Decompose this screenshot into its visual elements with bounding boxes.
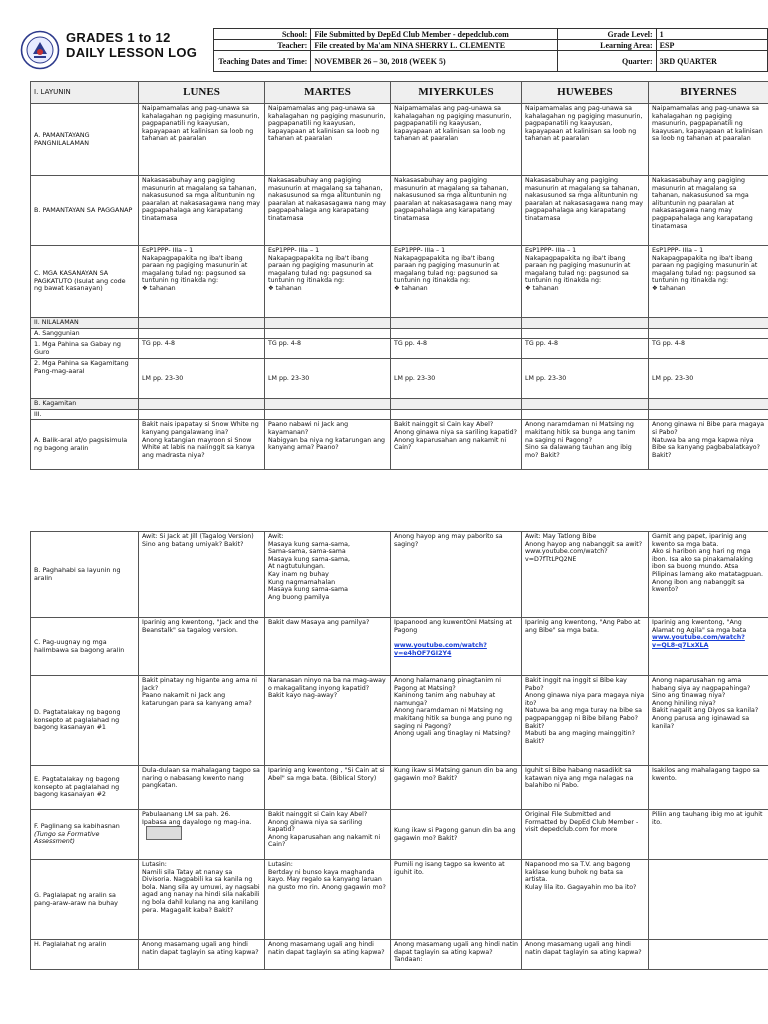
- row-label-assessment: (Tungo sa Formative Assessment): [34, 829, 100, 846]
- layunin-header: I. LAYUNIN: [31, 82, 139, 104]
- cell-huwebes: Bakit inggit na inggit si Bibe kay Pabo? Anong ginawa niya para magaya niya ito? Natuwa ba ang mga turay na bibe sa pagpapanggap ni Bibe bilang Pabo? Bakit? Mabuti ba ang maging mainggitin? Bakit?: [522, 676, 649, 766]
- table-row: [31, 676, 768, 766]
- table-row: [31, 246, 768, 318]
- cell-biyernes: [649, 618, 768, 676]
- cell-miyerkules: Kung ikaw si Matsing ganun din ba ang gagawin mo? Bakit?: [391, 766, 522, 810]
- gabay-value: TG pp. 4-8: [391, 339, 522, 359]
- cell-huwebes: Naipamamalas ang pag-unawa sa kahalagahan ng pagiging masunurin, pagpapanatili ng kaayusan, kapayapaan at kalinisan sa loob ng tahanan at paaralan: [522, 104, 649, 176]
- cell-miyerkules: Anong masamang ugali ang hindi natin dapat taglayin sa ating kapwa? Tandaan:: [391, 940, 522, 970]
- day-header-biyernes: BIYERNES: [649, 82, 768, 104]
- cell-martes: Awit: Masaya kung sama-sama, Sama-sama, sama-sama Masaya kung sama-sama, At nagtutulungan. Kay inam ng buhay Kung nagmamahalan Masaya kung sama-sama Ang buong pamilya: [265, 532, 391, 618]
- lesson-table-part1: [30, 81, 768, 470]
- gabay-value: TG pp. 4-8: [265, 339, 391, 359]
- cell-biyernes: Isakilos ang mahalagang tagpo sa kwento.: [649, 766, 768, 810]
- cell-lunes: [139, 810, 265, 860]
- row-label: G. Paglalapat ng aralin sa pang-araw-araw na buhay: [31, 860, 139, 940]
- learning-area-value: ESP: [656, 40, 767, 51]
- cell-huwebes: Napanood mo sa T.V. ang bagong kaklase kung buhok ng bata sa artista. Kulay lila ito. Gagayahin mo ba ito?: [522, 860, 649, 940]
- lm-value: LM pp. 23-30: [522, 359, 649, 399]
- cell-lunes: EsP1PPP- IIIa – 1 Nakapagpapakita ng iba't ibang paraan ng pagiging masunurin at magalang tulad ng: pagsunod sa tuntunin ng itinakda ng: ❖ tahanan: [139, 246, 265, 318]
- row-label: H. Paglalahat ng aralin: [31, 940, 139, 970]
- cell-text: Ipapanood ang kuwentOni Matsing at Pagong: [394, 619, 512, 634]
- day-header-lunes: LUNES: [139, 82, 265, 104]
- header-info-table: [213, 28, 768, 72]
- sanggunian-label: A. Sanggunian: [31, 328, 139, 339]
- lm-value: LM pp. 23-30: [265, 359, 391, 399]
- cell-martes: Lutasin: Bertday ni bunso kaya maghanda kayo. May regalo sa kanyang laruan na gusto mo rin. Anong gagawin mo?: [265, 860, 391, 940]
- school-label: School:: [214, 29, 311, 40]
- cell-martes: Naipamamalas ang pag-unawa sa kahalagahan ng pagiging masunurin, pagpapanatili ng kaayusan, kapayapaan at kalinisan sa loob ng tahanan at paaralan: [265, 104, 391, 176]
- dialogue-image-icon: [146, 826, 182, 840]
- row-label: B. PAMANTAYAN SA PAGGANAP: [31, 176, 139, 246]
- cell-lunes: Iparinig ang kwentong, "Jack and the Beanstalk" sa tagalog version.: [139, 618, 265, 676]
- teacher-label: Teacher:: [214, 40, 311, 51]
- b-kagamitan-label: B. Kagamitan: [31, 399, 139, 410]
- cell-lunes: Naipamamalas ang pag-unawa sa kahalagahan ng pagiging masunurin, pagpapanatili ng kaayusan, kapayapaan at kalinisan sa loob ng tahanan at paaralan: [139, 104, 265, 176]
- nilalaman-label: II. NILALAMAN: [31, 318, 139, 329]
- cell-huwebes: EsP1PPP- IIIa – 1 Nakapagpapakita ng iba't ibang paraan ng pagiging masunurin at magalang tulad ng: pagsunod sa tuntunin ng itinakda ng: ❖ tahanan: [522, 246, 649, 318]
- cell-miyerkules: Pumili ng isang tagpo sa kwento at iguhit ito.: [391, 860, 522, 940]
- day-header-huwebes: HUWEBES: [522, 82, 649, 104]
- table-row: [31, 860, 768, 940]
- cell-martes: Iparinig ang kwentong , "Si Cain at si Abel" sa mga bata. (Biblical Story): [265, 766, 391, 810]
- cell-lunes: Nakasasabuhay ang pagiging masunurin at magalang sa tahanan, nakasusunod sa mga alituntunin ng paaralan at nakasasagawa nang may pagpapahalaga ang karapatang tinatamasa: [139, 176, 265, 246]
- learning-area-label: Learning Area:: [557, 40, 656, 51]
- cell-biyernes: Gamit ang papet, iparinig ang kwento sa mga bata. Ako si haribon ang hari ng mga ibon. Isa ako sa pinakamalaking ibon sa buong mundo. Atsa Pilipinas lamang ako matatagpuan. Anong ibon ang nabanggit sa kwento?: [649, 532, 768, 618]
- table-row: [31, 420, 768, 470]
- cell-lunes: Anong masamang ugali ang hindi natin dapat taglayin sa ating kapwa?: [139, 940, 265, 970]
- cell-martes: Bakit daw Masaya ang pamilya?: [265, 618, 391, 676]
- cell-martes: Naranasan ninyo na ba na mag-away o makagalitang inyong kapatid? Bakit kayo nag-away?: [265, 676, 391, 766]
- cell-huwebes: Awit: May Tatlong Bibe Anong hayop ang nabanggit sa awit? www.youtube.com/watch?v=D7fTtLPQ2NE: [522, 532, 649, 618]
- grade-level-value: 1: [656, 29, 767, 40]
- cell-text: Pabulaanang LM sa pah. 26. Ipabasa ang dayalogo ng mag-ina.: [142, 811, 252, 826]
- cell-miyerkules: Bakit nainggit si Cain kay Abel? Anong ginawa niya sa sariling kapatid? Anong kaparusahan ang nakamit ni Cain?: [391, 420, 522, 470]
- row-label: A. Balik-aral at/o pagsisimula ng bagong aralin: [31, 420, 139, 470]
- cell-biyernes: [649, 860, 768, 940]
- cell-martes: Anong masamang ugali ang hindi natin dapat taglayin sa ating kapwa?: [265, 940, 391, 970]
- row-label: D. Pagtatalakay ng bagong konsepto at paglalahad ng bagong kasanayan #1: [31, 676, 139, 766]
- kagamitan-label: 2. Mga Pahina sa Kagamitang Pang-mag-aaral: [31, 359, 139, 399]
- youtube-link-agila[interactable]: www.youtube.com/watch?v=QL8-q7LxXLA: [652, 634, 745, 649]
- cell-miyerkules: Anong hayop ang may paborito sa saging?: [391, 532, 522, 618]
- cell-miyerkules: EsP1PPP- IIIa – 1 Nakapagpapakita ng iba't ibang paraan ng pagiging masunurin at magalang tulad ng: pagsunod sa tuntunin ng itinakda ng: ❖ tahanan: [391, 246, 522, 318]
- table-row: [31, 532, 768, 618]
- gabay-value: TG pp. 4-8: [522, 339, 649, 359]
- gabay-value: TG pp. 4-8: [649, 339, 768, 359]
- grade-level-label: Grade Level:: [557, 29, 656, 40]
- teacher-value: File created by Ma'am NINA SHERRY L. CLEMENTE: [311, 40, 557, 51]
- row-label: A. PAMANTAYANG PANGNILALAMAN: [31, 104, 139, 176]
- title-line-2: DAILY LESSON LOG: [66, 45, 198, 60]
- cell-huwebes: Anong naramdaman ni Matsing ng makitang hitik sa bunga ang tanim na saging ni Pagong? Sino sa dalawang tauhan ang ibig mo? Bakit?: [522, 420, 649, 470]
- cell-biyernes: Anong naparusahan ng ama habang siya ay nagpapahinga? Sino ang tinawag niya? Anong hiniling niya? Bakit nagalit ang Diyos sa kanila? Anong parusa ang iginawad sa kanila?: [649, 676, 768, 766]
- row-label: C. Pag-uugnay ng mga halimbawa sa bagong aralin: [31, 618, 139, 676]
- cell-huwebes: Iguhit si Bibe habang nasadikit sa katawan niya ang mga nalagas na balahibo ni Pabo.: [522, 766, 649, 810]
- quarter-value: 3RD QUARTER: [656, 51, 767, 72]
- cell-miyerkules: Kung ikaw si Pagong ganun din ba ang gagawin mo? Bakit?: [391, 810, 522, 860]
- day-header-martes: MARTES: [265, 82, 391, 104]
- cell-martes: Bakit nainggit si Cain kay Abel? Anong ginawa niya sa sariling kapatid? Anong kaparusahan ang nakamit ni Cain?: [265, 810, 391, 860]
- section-iii-label: III.: [31, 409, 139, 420]
- cell-text: Iparinig ang kwentong, "Ang Alamat ng Agila" sa mga bata: [652, 619, 747, 634]
- cell-lunes: Dula-dulaan sa mahalagang tagpo sa naring o nabasang kwento nang pangkatan.: [139, 766, 265, 810]
- cell-biyernes: Anong ginawa ni Bibe para magaya si Pabo? Natuwa ba ang mga kapwa niya Bibe sa kanyang pagbabalatkayo? Bakit?: [649, 420, 768, 470]
- day-header-miyerkules: MIYERKULES: [391, 82, 522, 104]
- cell-lunes: Awit: Si Jack at Jill (Tagalog Version) Sino ang batang umiyak? Bakit?: [139, 532, 265, 618]
- cell-huwebes: Nakasasabuhay ang pagiging masunurin at magalang sa tahanan, nakasusunod sa mga alituntunin ng paaralan at nakasasagawa nang may pagpapahalaga ang karapatang tinatamasa: [522, 176, 649, 246]
- lm-value: LM pp. 23-30: [139, 359, 265, 399]
- cell-miyerkules: Anong halamanang pinagtanim ni Pagong at Matsing? Kaninong tanim ang nabuhay at namunga? Anong naramdaman ni Matsing ng makitang hitik sa bunga ang puno ng saging ni Pagong? Anong ugali ang tinaglay ni Matsing?: [391, 676, 522, 766]
- deped-seal-icon: [20, 30, 60, 70]
- cell-martes: Nakasasabuhay ang pagiging masunurin at magalang sa tahanan, nakasusunod sa mga alituntunin ng paaralan at nakasasagawa nang may pagpapahalaga ang karapatang tinatamasa: [265, 176, 391, 246]
- table-row: [31, 618, 768, 676]
- cell-biyernes: Piliin ang tauhang ibig mo at iguhit ito.: [649, 810, 768, 860]
- row-label: C. MGA KASANAYAN SA PAGKATUTO (Isulat ang code ng bawat kasanayan): [31, 246, 139, 318]
- cell-lunes: Bakit nais ipapatay si Snow White ng kanyang pangalawang ina? Anong katangian mayroon si Snow White at labis na naiinggit sa kanya ang madrasta niya?: [139, 420, 265, 470]
- cell-lunes: Lutasin: Namili sila Tatay at nanay sa Divisoria. Nagpabili ka sa kanila ng bola. Nang sila ay umuwi, ay nagsabi agad ang nanay na hindi sila nakabili ng bola dahil kulang na ang kanilang pera. Magagalit kaba? Bakit?: [139, 860, 265, 940]
- table-row: [31, 766, 768, 810]
- row-label-text: F. Paglinang sa kabihasnan: [34, 821, 120, 830]
- document-title: [66, 30, 197, 60]
- cell-miyerkules: Naipamamalas ang pag-unawa sa kahalagahan ng pagiging masunurin, pagpapanatili ng kaayusan, kapayapaan at kalinisan sa loob ng tahanan at paaralan: [391, 104, 522, 176]
- school-value: File Submitted by DepEd Club Member - depedclub.com: [311, 29, 557, 40]
- cell-miyerkules: [391, 618, 522, 676]
- row-label: B. Paghahabi sa layunin ng aralin: [31, 532, 139, 618]
- teaching-dates-label: Teaching Dates and Time:: [214, 51, 311, 72]
- cell-biyernes: [649, 940, 768, 970]
- table-row: [31, 940, 768, 970]
- table-row: [31, 104, 768, 176]
- lm-value: LM pp. 23-30: [649, 359, 768, 399]
- cell-huwebes: Iparinig ang kwentong, "Ang Pabo at ang Bibe" sa mga bata.: [522, 618, 649, 676]
- title-line-1: GRADES 1 to 12: [66, 30, 171, 45]
- cell-biyernes: EsP1PPP- IIIa – 1 Nakapagpapakita ng iba't ibang paraan ng pagiging masunurin at magalang tulad ng: pagsunod sa tuntunin ng itinakda ng: ❖ tahanan: [649, 246, 768, 318]
- quarter-label: Quarter:: [557, 51, 656, 72]
- cell-huwebes: Anong masamang ugali ang hindi natin dapat taglayin sa ating kapwa?: [522, 940, 649, 970]
- cell-lunes: Bakit pinatay ng higante ang ama ni Jack? Paano nakamit ni Jack ang katarungan para sa kanyang ama?: [139, 676, 265, 766]
- youtube-link-matsing[interactable]: www.youtube.com/watch?v=e4hOF7GI2Y4: [394, 642, 487, 657]
- cell-huwebes: Original File Submitted and Formatted by DepEd Club Member - visit depedclub.com for more: [522, 810, 649, 860]
- table-row: [31, 176, 768, 246]
- cell-biyernes: Naipamamalas ang pag-unawa sa kahalagahan ng pagiging masunurin, pagpapanatili ng kaayusan, kapayapaan at kalinisan sa loob ng tahanan at paaralan: [649, 104, 768, 176]
- lesson-table-part2: [30, 531, 768, 970]
- table-row: [31, 810, 768, 860]
- lm-value: LM pp. 23-30: [391, 359, 522, 399]
- cell-martes: EsP1PPP- IIIa – 1 Nakapagpapakita ng iba't ibang paraan ng pagiging masunurin at magalang tulad ng: pagsunod sa tuntunin ng itinakda ng: ❖ tahanan: [265, 246, 391, 318]
- row-label: [31, 810, 139, 860]
- row-label: E. Pagtatalakay ng bagong konsepto at paglalahad ng bagong kasanayan #2: [31, 766, 139, 810]
- teaching-dates-value: NOVEMBER 26 – 30, 2018 (WEEK 5): [311, 51, 557, 72]
- gabay-value: TG pp. 4-8: [139, 339, 265, 359]
- cell-martes: Paano nabawi ni Jack ang kayamanan? Nabigyan ba niya ng katarungan ang kanyang ama? Paano?: [265, 420, 391, 470]
- gabay-label: 1. Mga Pahina sa Gabay ng Guro: [31, 339, 139, 359]
- cell-biyernes: Nakasasabuhay ang pagiging masunurin at magalang sa tahanan, nakasusunod sa mga alituntunin ng paaralan at nakasasagawa nang may pagpapahalaga ang karapatang tinatamasa: [649, 176, 768, 246]
- cell-miyerkules: Nakasasabuhay ang pagiging masunurin at magalang sa tahanan, nakasusunod sa mga alituntunin ng paaralan at nakasasagawa nang may pagpapahalaga ang karapatang tinatamasa: [391, 176, 522, 246]
